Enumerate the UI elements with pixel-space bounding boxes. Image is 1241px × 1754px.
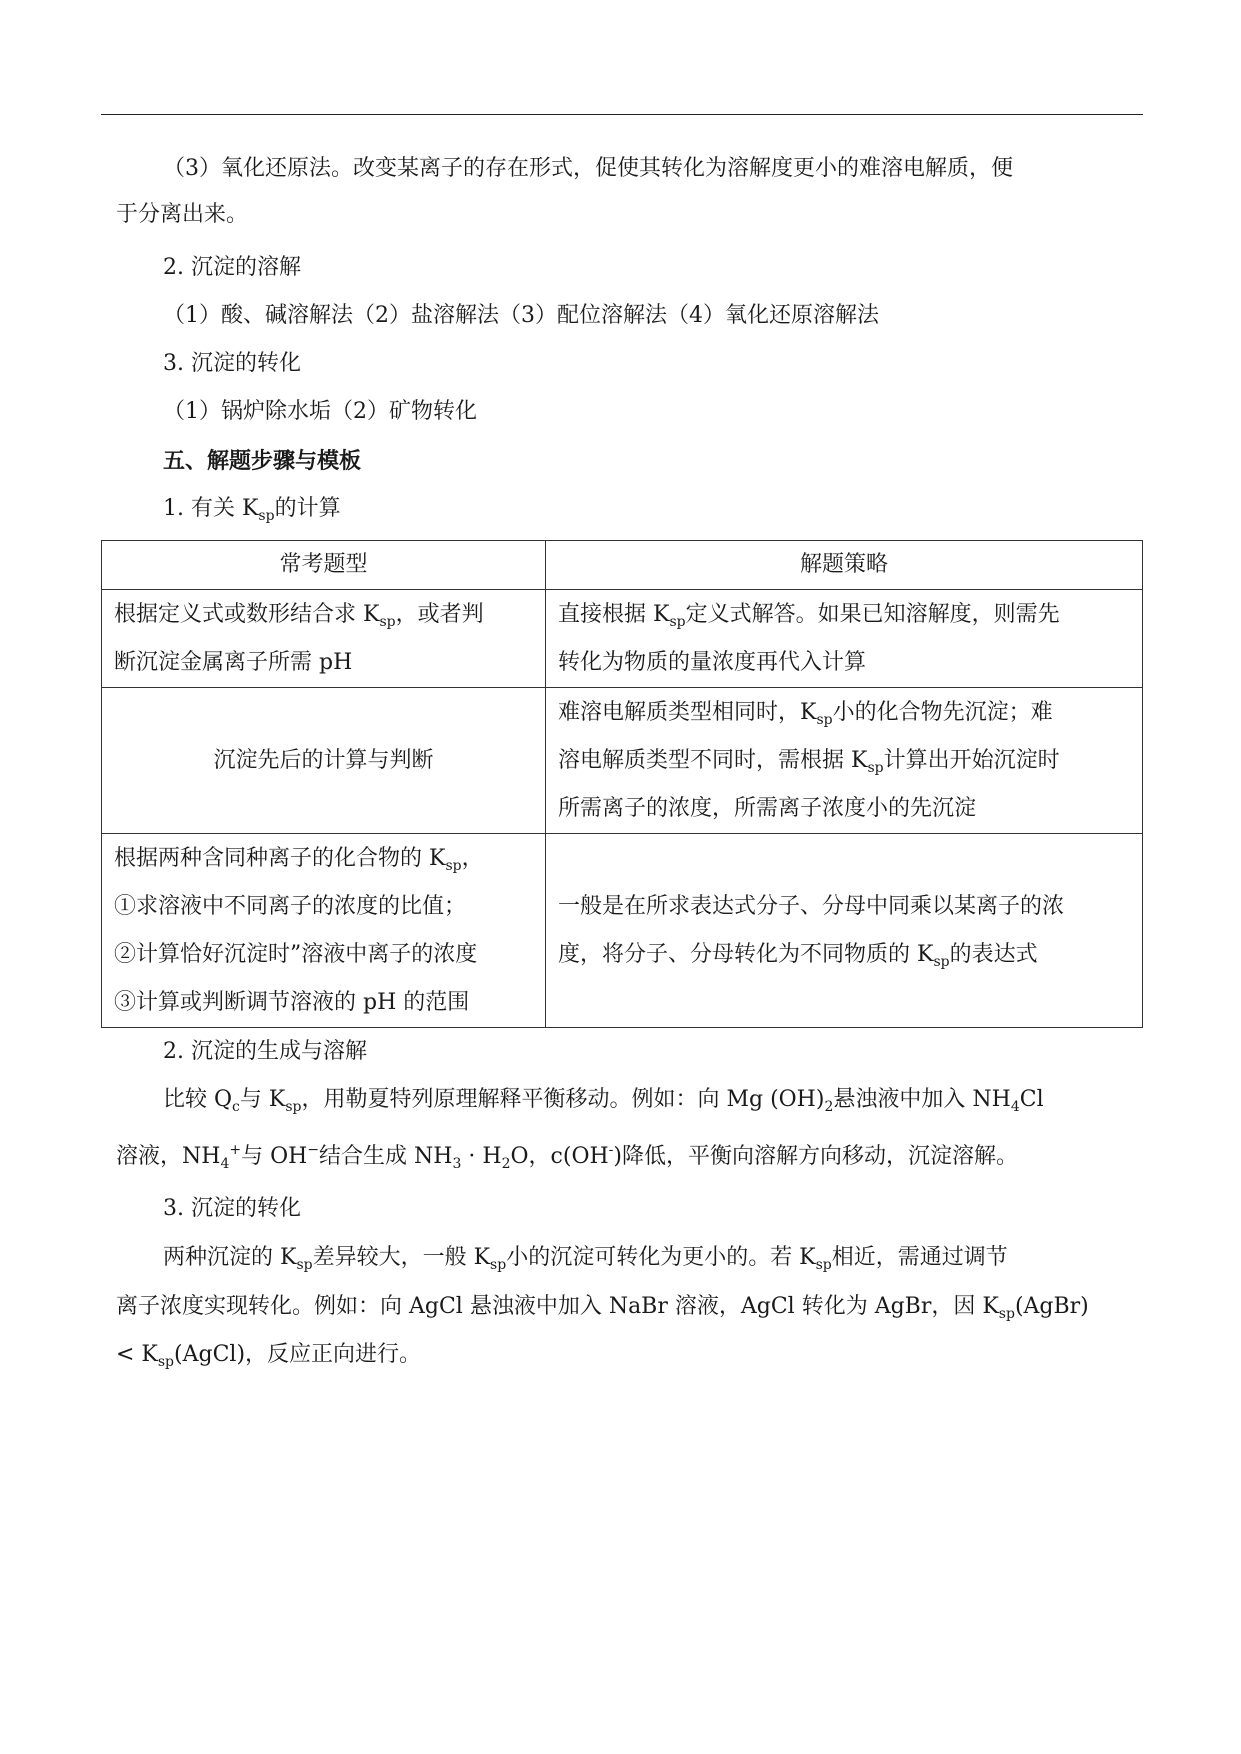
heading-dissolution: 2. 沉淀的溶解 bbox=[163, 255, 301, 280]
para-oxidation-line1: （3）氧化还原法。改变某离子的存在形式，促使其转化为溶解度更小的难溶电解质，便 bbox=[163, 156, 1013, 181]
table-header-cell: 解题策略 bbox=[546, 541, 1143, 590]
table-cell: 一般是在所求表达式分子、分母中同乘以某离子的浓 度，将分子、分母转化为不同物质的 $K_{sp}$的表达式 bbox=[546, 834, 1143, 1028]
table-cell: 根据两种含同种离子的化合物的 $K_{sp}$， ①求溶液中不同离子的浓度的比值； ②计算恰好沉淀时”溶液中离子的浓度 ③计算或判断调节溶液的 pH 的范围 bbox=[102, 834, 546, 1028]
list-dissolution-methods: （1）酸、碱溶解法（2）盐溶解法（3）配位溶解法（4）氧化还原溶解法 bbox=[163, 303, 879, 328]
para-transformation-line2: 离子浓度实现转化。例如：向 AgCl 悬浊液中加入 NaBr 溶液，AgCl 转化为 AgBr，因 $K_{sp}(AgBr)$ bbox=[116, 1294, 1089, 1322]
header-rule bbox=[101, 114, 1143, 115]
para-oxidation-line2: 于分离出来。 bbox=[116, 202, 249, 227]
table-cell: 直接根据 $K_{sp}$定义式解答。如果已知溶解度，则需先 转化为物质的量浓度再代入计算 bbox=[546, 590, 1143, 688]
para-formation-line2: 溶液，$NH_4^+$与 OH−结合生成 $NH_3 \cdot H_2O$，c(OH-)降低，平衡向溶解方向移动，沉淀溶解。 bbox=[116, 1142, 1018, 1172]
para-transformation-line1: 两种沉淀的 $K_{sp}$差异较大，一般 $K_{sp}$小的沉淀可转化为更小的。若 $K_{sp}$相近，需通过调节 bbox=[163, 1245, 1008, 1273]
subheading-ksp-calc: 1. 有关 $K_{sp}$的计算 bbox=[163, 496, 341, 524]
section-heading-5: 五、解题步骤与模板 bbox=[163, 448, 362, 474]
heading-transformation: 3. 沉淀的转化 bbox=[163, 351, 301, 376]
table-header-cell: 常考题型 bbox=[102, 541, 546, 590]
table-header-row bbox=[102, 541, 1143, 590]
table-cell: 难溶电解质类型相同时，$K_{sp}$小的化合物先沉淀；难 溶电解质类型不同时，需根据 $K_{sp}$计算出开始沉淀时 所需离子的浓度，所需离子浓度小的先沉淀 bbox=[546, 688, 1143, 834]
strategy-table bbox=[101, 540, 1143, 1028]
subheading-transformation: 3. 沉淀的转化 bbox=[163, 1196, 301, 1221]
table-row bbox=[102, 834, 1143, 1028]
para-formation-line1: 比较 $Q_c$与 $K_{sp}$，用勒夏特列原理解释平衡移动。例如：向 Mg $(OH)_2$悬浊液中加入 $NH_4Cl$ bbox=[163, 1087, 1044, 1115]
list-transformation: （1）锅炉除水垢（2）矿物转化 bbox=[163, 399, 477, 424]
table-row bbox=[102, 688, 1143, 834]
table-cell: 根据定义式或数形结合求 $K_{sp}$，或者判 断沉淀金属离子所需 pH bbox=[102, 590, 546, 688]
para-transformation-line3: < $K_{sp}(AgCl)$，反应正向进行。 bbox=[116, 1342, 422, 1370]
table-cell: 沉淀先后的计算与判断 bbox=[102, 688, 546, 834]
table-row bbox=[102, 590, 1143, 688]
subheading-formation-dissolution: 2. 沉淀的生成与溶解 bbox=[163, 1039, 367, 1064]
